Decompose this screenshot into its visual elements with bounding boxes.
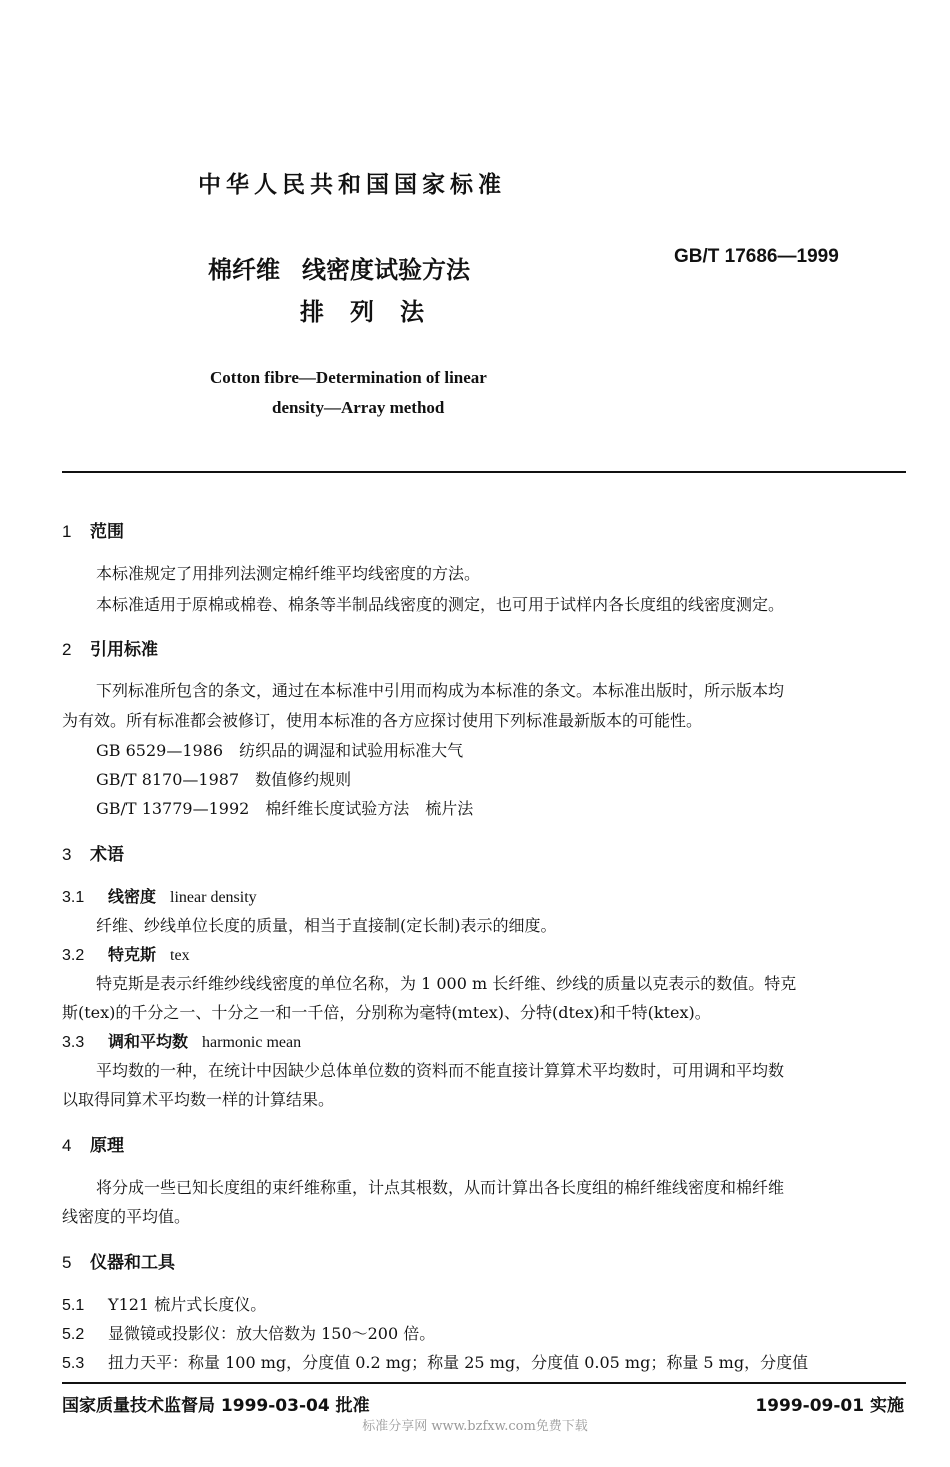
- header-divider: [62, 471, 906, 473]
- term-chinese: 线密度: [108, 887, 157, 906]
- section-number: 1: [62, 522, 72, 541]
- english-title-line2: density—Array method: [272, 398, 445, 417]
- section-title: 术语: [90, 845, 124, 865]
- section-1-paragraph-1: 本标准规定了用排列法测定棉纤维平均线密度的方法。: [96, 564, 481, 583]
- section-2-paragraph-line2: 为有效。所有标准都会被修订，使用本标准的各方应探讨使用下列标准最新版本的可能性。: [62, 711, 703, 730]
- section-3-heading: [62, 840, 124, 865]
- term-3-3-definition-line2: 以取得同算术平均数一样的计算结果。: [62, 1090, 335, 1109]
- reference-standard-2: GB/T 8170—1987 数值修约规则: [96, 770, 352, 789]
- term-3-2: [62, 942, 190, 965]
- section-number: 2: [62, 640, 72, 659]
- standard-code: GB/T 17686—1999: [674, 246, 839, 267]
- section-number: 5: [62, 1253, 72, 1272]
- item-text: 扭力天平：称量 100 mg，分度值 0.2 mg；称量 25 mg，分度值 0.05 mg；称量 5 mg，分度值: [108, 1353, 809, 1372]
- section-title: 引用标准: [90, 640, 158, 660]
- section-title: 原理: [90, 1136, 124, 1156]
- item-text: 显微镜或投影仪：放大倍数为 150～200 倍。: [108, 1324, 436, 1343]
- term-3-2-definition-line1: 特克斯是表示纤维纱线线密度的单位名称，为 1 000 m 长纤维、纱线的质量以克表示的数值。特克: [96, 974, 797, 993]
- english-title-line1: Cotton fibre—Determination of linear: [210, 368, 487, 387]
- section-1-paragraph-2: 本标准适用于原棉或棉卷、棉条等半制品线密度的测定，也可用于试样内各长度组的线密度测定。: [96, 595, 785, 614]
- instrument-5-1: [62, 1292, 266, 1315]
- term-3-3: [62, 1029, 301, 1052]
- term-english: tex: [170, 947, 190, 964]
- term-chinese: 特克斯: [108, 945, 157, 964]
- term-3-3-definition-line1: 平均数的一种，在统计中因缺少总体单位数的资料而不能直接计算算术平均数时，可用调和平均数: [96, 1061, 785, 1080]
- section-number: 4: [62, 1136, 72, 1155]
- item-number: 5.1: [62, 1297, 85, 1314]
- term-chinese: 调和平均数: [108, 1032, 189, 1051]
- reference-standard-1: GB 6529—1986 纺织品的调湿和试验用标准大气: [96, 741, 464, 760]
- section-4-paragraph-line2: 线密度的平均值。: [62, 1207, 191, 1226]
- reference-standard-3: GB/T 13779—1992 棉纤维长度试验方法 梳片法: [96, 799, 474, 818]
- section-4-paragraph-line1: 将分成一些已知长度组的束纤维称重，计点其根数，从而计算出各长度组的棉纤维线密度和棉纤维: [96, 1178, 785, 1197]
- section-1-heading: [62, 517, 124, 542]
- item-number: 5.3: [62, 1355, 85, 1372]
- item-text: Y121 梳片式长度仪。: [108, 1295, 267, 1314]
- term-english: linear density: [170, 889, 257, 906]
- title-part2: 线密度试验方法: [302, 256, 470, 284]
- term-3-1: [62, 884, 257, 907]
- term-number: 3.1: [62, 889, 85, 906]
- term-3-2-definition-line2: 斯(tex)的千分之一、十分之一和一千倍，分别称为毫特(mtex)、分特(dtex)和千特(ktex)。: [62, 1003, 711, 1022]
- watermark: 标准分享网 www.bzfxw.com免费下载: [362, 1419, 588, 1434]
- approval-statement: 国家质量技术监督局 1999-03-04 批准: [62, 1396, 370, 1416]
- title-part1: 棉纤维: [208, 256, 280, 284]
- instrument-5-3: [62, 1350, 808, 1373]
- footer-divider: [62, 1382, 906, 1384]
- effective-date: 1999-09-01 实施: [755, 1396, 904, 1416]
- item-number: 5.2: [62, 1326, 85, 1343]
- section-5-heading: [62, 1248, 175, 1273]
- section-title: 范围: [90, 522, 124, 542]
- section-4-heading: [62, 1131, 124, 1156]
- instrument-5-2: [62, 1321, 435, 1344]
- national-standard-heading: 中华人民共和国国家标准: [198, 172, 506, 198]
- standard-title-line2: 排列法: [300, 298, 450, 326]
- section-2-paragraph-line1: 下列标准所包含的条文，通过在本标准中引用而构成为本标准的条文。本标准出版时，所示版本均: [96, 681, 785, 700]
- term-number: 3.2: [62, 947, 85, 964]
- term-3-1-definition: 纤维、纱线单位长度的质量，相当于直接制(定长制)表示的细度。: [96, 916, 557, 935]
- term-number: 3.3: [62, 1034, 85, 1051]
- term-english: harmonic mean: [202, 1034, 302, 1051]
- section-2-heading: [62, 635, 158, 660]
- section-number: 3: [62, 845, 72, 864]
- standard-title-line1: [208, 250, 470, 285]
- section-title: 仪器和工具: [90, 1253, 175, 1273]
